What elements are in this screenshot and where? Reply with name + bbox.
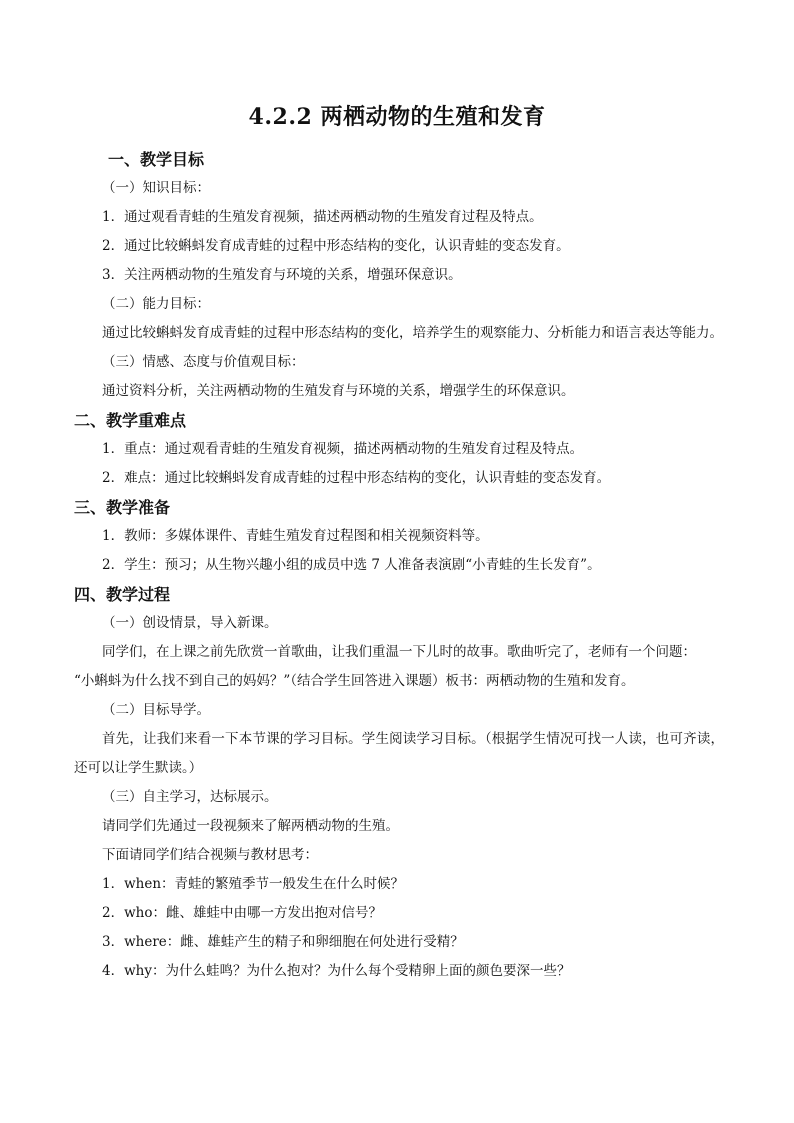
page-title: 4.2.2 两栖动物的生殖和发育 <box>248 104 546 130</box>
paragraph-step1: 同学们，在上课之前先欣赏一首歌曲，让我们重温一下儿时的故事。歌曲听完了，老师有一个问题： <box>102 644 696 660</box>
subheading-ability: （二）能力目标： <box>102 296 210 312</box>
question-item: 2．who：雌、雄蛙中由哪一方发出抱对信号？ <box>102 905 382 921</box>
document-body <box>74 145 724 986</box>
subheading-step2: （二）目标导学。 <box>102 702 210 718</box>
section-heading-preparation: 三、教学准备 <box>74 498 171 517</box>
list-item: 3．关注两栖动物的生殖发育与环境的关系，增强环保意识。 <box>102 267 462 283</box>
subheading-step1: （一）创设情景，导入新课。 <box>102 615 278 631</box>
section-heading-objectives: 一、教学目标 <box>108 150 205 169</box>
paragraph-emotion: 通过资料分析，关注两栖动物的生殖发育与环境的关系，增强学生的环保意识。 <box>102 383 575 399</box>
paragraph-ability: 通过比较蝌蚪发育成青蛙的过程中形态结构的变化，培养学生的观察能力、分析能力和语言表达等能力。 <box>102 325 723 341</box>
subheading-step3: （三）自主学习，达标展示。 <box>102 789 278 805</box>
question-item: 1．when：青蛙的繁殖季节一般发生在什么时候？ <box>102 876 405 892</box>
paragraph-step2: 首先，让我们来看一下本节课的学习目标。学生阅读学习目标。（根据学生情况可找一人读，也可齐读，还可以让学生默读。） <box>74 731 724 776</box>
paragraph-step3-prompt: 下面请同学们结合视频与教材思考： <box>102 847 318 863</box>
paragraph-step1-continued: “小蝌蚪为什么找不到自己的妈妈？”（结合学生回答进入课题）板书：两栖动物的生殖和发育。 <box>74 673 635 689</box>
subheading-emotion: （三）情感、态度与价值观目标： <box>102 354 305 370</box>
question-item: 4．why：为什么蛙鸣？为什么抱对？为什么每个受精卵上面的颜色要深一些？ <box>102 963 571 979</box>
list-item: 1．重点：通过观看青蛙的生殖发育视频，描述两栖动物的生殖发育过程及特点。 <box>102 441 584 457</box>
list-item: 2．通过比较蝌蚪发育成青蛙的过程中形态结构的变化，认识青蛙的变态发育。 <box>102 238 570 254</box>
paragraph-step3: 请同学们先通过一段视频来了解两栖动物的生殖。 <box>102 818 399 834</box>
list-item: 1．通过观看青蛙的生殖发育视频，描述两栖动物的生殖发育过程及特点。 <box>102 209 543 225</box>
subheading-knowledge: （一）知识目标： <box>102 180 210 196</box>
section-heading-process: 四、教学过程 <box>74 585 171 604</box>
section-heading-key-points: 二、教学重难点 <box>74 411 187 430</box>
list-item: 1．教师：多媒体课件、青蛙生殖发育过程图和相关视频资料等。 <box>102 528 489 544</box>
list-item: 2．难点：通过比较蝌蚪发育成青蛙的过程中形态结构的变化，认识青蛙的变态发育。 <box>102 470 611 486</box>
list-item: 2．学生：预习；从生物兴趣小组的成员中选 7 人准备表演剧“小青蛙的生长发育”。 <box>102 557 601 573</box>
question-item: 3．where：雌、雄蛙产生的精子和卵细胞在何处进行受精？ <box>102 934 464 950</box>
